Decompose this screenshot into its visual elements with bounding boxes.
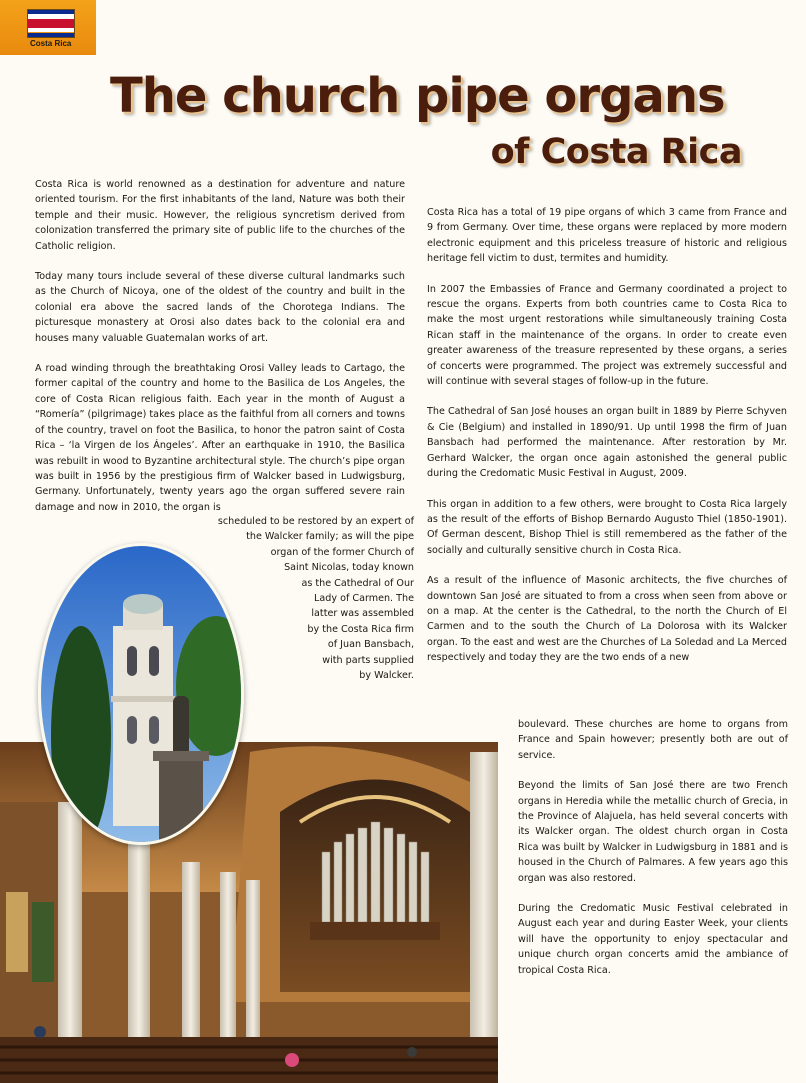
- article-subtitle: of Costa Rica: [490, 132, 742, 172]
- text-line: latter was assembled: [311, 608, 414, 620]
- paragraph: During the Credomatic Music Festival celebrated in August each year and during Easter Week, your clients will have the opportunity to enjoy spectacular and unique church organ concerts amid the ambiance of tropical Costa Rica.: [518, 903, 788, 976]
- right-column: [427, 205, 787, 681]
- paragraph: Costa Rica is world renowned as a destination for adventure and nature oriented tourism. For the first inhabitants of the land, Nature was both their temple and their music. However, the religious syncretism derived from colonization transferred the primary site of public life to the churches of the Catholic religion.: [35, 179, 405, 252]
- costa-rica-flag-icon: [27, 9, 75, 38]
- text-line: scheduled to be restored by an expert of: [217, 516, 414, 527]
- text-line: of Juan Bansbach,: [327, 639, 414, 651]
- text-line: with parts supplied: [322, 654, 414, 666]
- paragraph: The Cathedral of San José houses an organ built in 1889 by Pierre Schyven & Cie (Belgium) and installed in 1890/91. Up until 1998 the firm of Juan Bansbach had performed the maintenance. After restoration by Mr. Gerhard Walcker, the organ once again astonished the general public during the Credomatic Music Festival in August, 2009.: [427, 406, 787, 480]
- paragraph: This organ in addition to a few others, were brought to Costa Rica largely as the result of the efforts of Bishop Bernardo Augusto Thiel (1850-1901). Of German descent, Bishop Thiel is still remembered as the father of the socially and culturally sensitive church in Costa Rica.: [427, 498, 787, 556]
- paragraph: Today many tours include several of these diverse cultural landmarks such as the Church of Nicoya, one of the oldest of the country and built in the colonial era above the sacred lands of the Chorotega Indians. The picturesque monastery at Orosi also dates back to the colonial era and houses many valuable Guatemalan works of art.: [35, 271, 405, 344]
- flag-stripe: [28, 33, 74, 37]
- paragraph: Beyond the limits of San José there are two French organs in Heredia while the metallic church of Grecia, in the Province of Alajuela, has held several concerts with its Walcker organ. The oldest church organ in Costa Rica was built by Walcker in Ludwigsburg in 1881 and is housed in the Church of Palmares. A few years ago this organ was also restored.: [518, 780, 788, 884]
- section-label: Costa Rica: [30, 39, 72, 48]
- text-line: organ of the former Church of: [270, 546, 414, 558]
- paragraph: boulevard. These churches are home to organs from France and Spain however; presently both are out of service.: [518, 719, 788, 761]
- paragraph: As a result of the influence of Masonic architects, the five churches of downtown San José are situated to from a cross when seen from above or on a map. At the center is the Cathedral, to the north the Church of El Carmen and to the south the Church of La Dolorosa with its Walcker organ. To the east and west are the Churches of La Soledad and La Merced respectively and today they are the two ends of a new: [427, 575, 787, 664]
- left-column: [35, 177, 405, 515]
- flag-stripe: [28, 19, 74, 28]
- paragraph: A road winding through the breathtaking Orosi Valley leads to Cartago, the former capital of the country and home to the Basilica de Los Angeles, the core of Costa Rican religious faith. Each year in the month of August a “Romería” (pilgrimage) takes place as the faithful from all corners and towns of the country, travel on foot the Basilica, to honor the patron saint of Costa Rica – ‘la Virgen de los Ángeles’. After an earthquake in 1910, the Basilica was rebuilt in wood to Byzantine architectural style. The church’s pipe organ was built in 1956 by the prestigious firm of Walcker based in Ludwigsburg, Germany. Unfortunately, twenty years ago the organ suffered severe rain damage and now in 2010, the organ is: [35, 363, 405, 513]
- paragraph: In 2007 the Embassies of France and Germany coordinated a project to rescue the organs. Experts from both countries came to Costa Rica to make the most urgent restorations while simultaneously training Costa Rican staff in the maintenance of the organs. In order to create even greater awareness of the treasure represented by these organs, a series of concerts were programmed. The project was extremely successful and will continue with several stages of follow-up in the future.: [427, 283, 787, 388]
- text-line: by the Costa Rica firm: [307, 623, 414, 635]
- text-line: as the Cathedral of Our: [301, 577, 414, 589]
- right-lower-column: [518, 717, 788, 993]
- section-tab: [0, 0, 96, 55]
- article-title: The church pipe organs: [110, 68, 725, 124]
- text-line: the Walcker family; as will the pipe: [246, 531, 414, 543]
- text-line: Lady of Carmen. The: [314, 593, 414, 605]
- paragraph: Costa Rica has a total of 19 pipe organs of which 3 came from France and 9 from Germany. Over time, these organs were replaced by more modern electronic equipment and this priceless treasure of historic and religious heritage fell victim to dust, termites and humidity.: [427, 207, 787, 265]
- basilica-exterior-photo: [38, 543, 244, 845]
- text-line: Saint Nicolas, today known: [284, 562, 414, 574]
- text-line: by Walcker.: [359, 670, 414, 682]
